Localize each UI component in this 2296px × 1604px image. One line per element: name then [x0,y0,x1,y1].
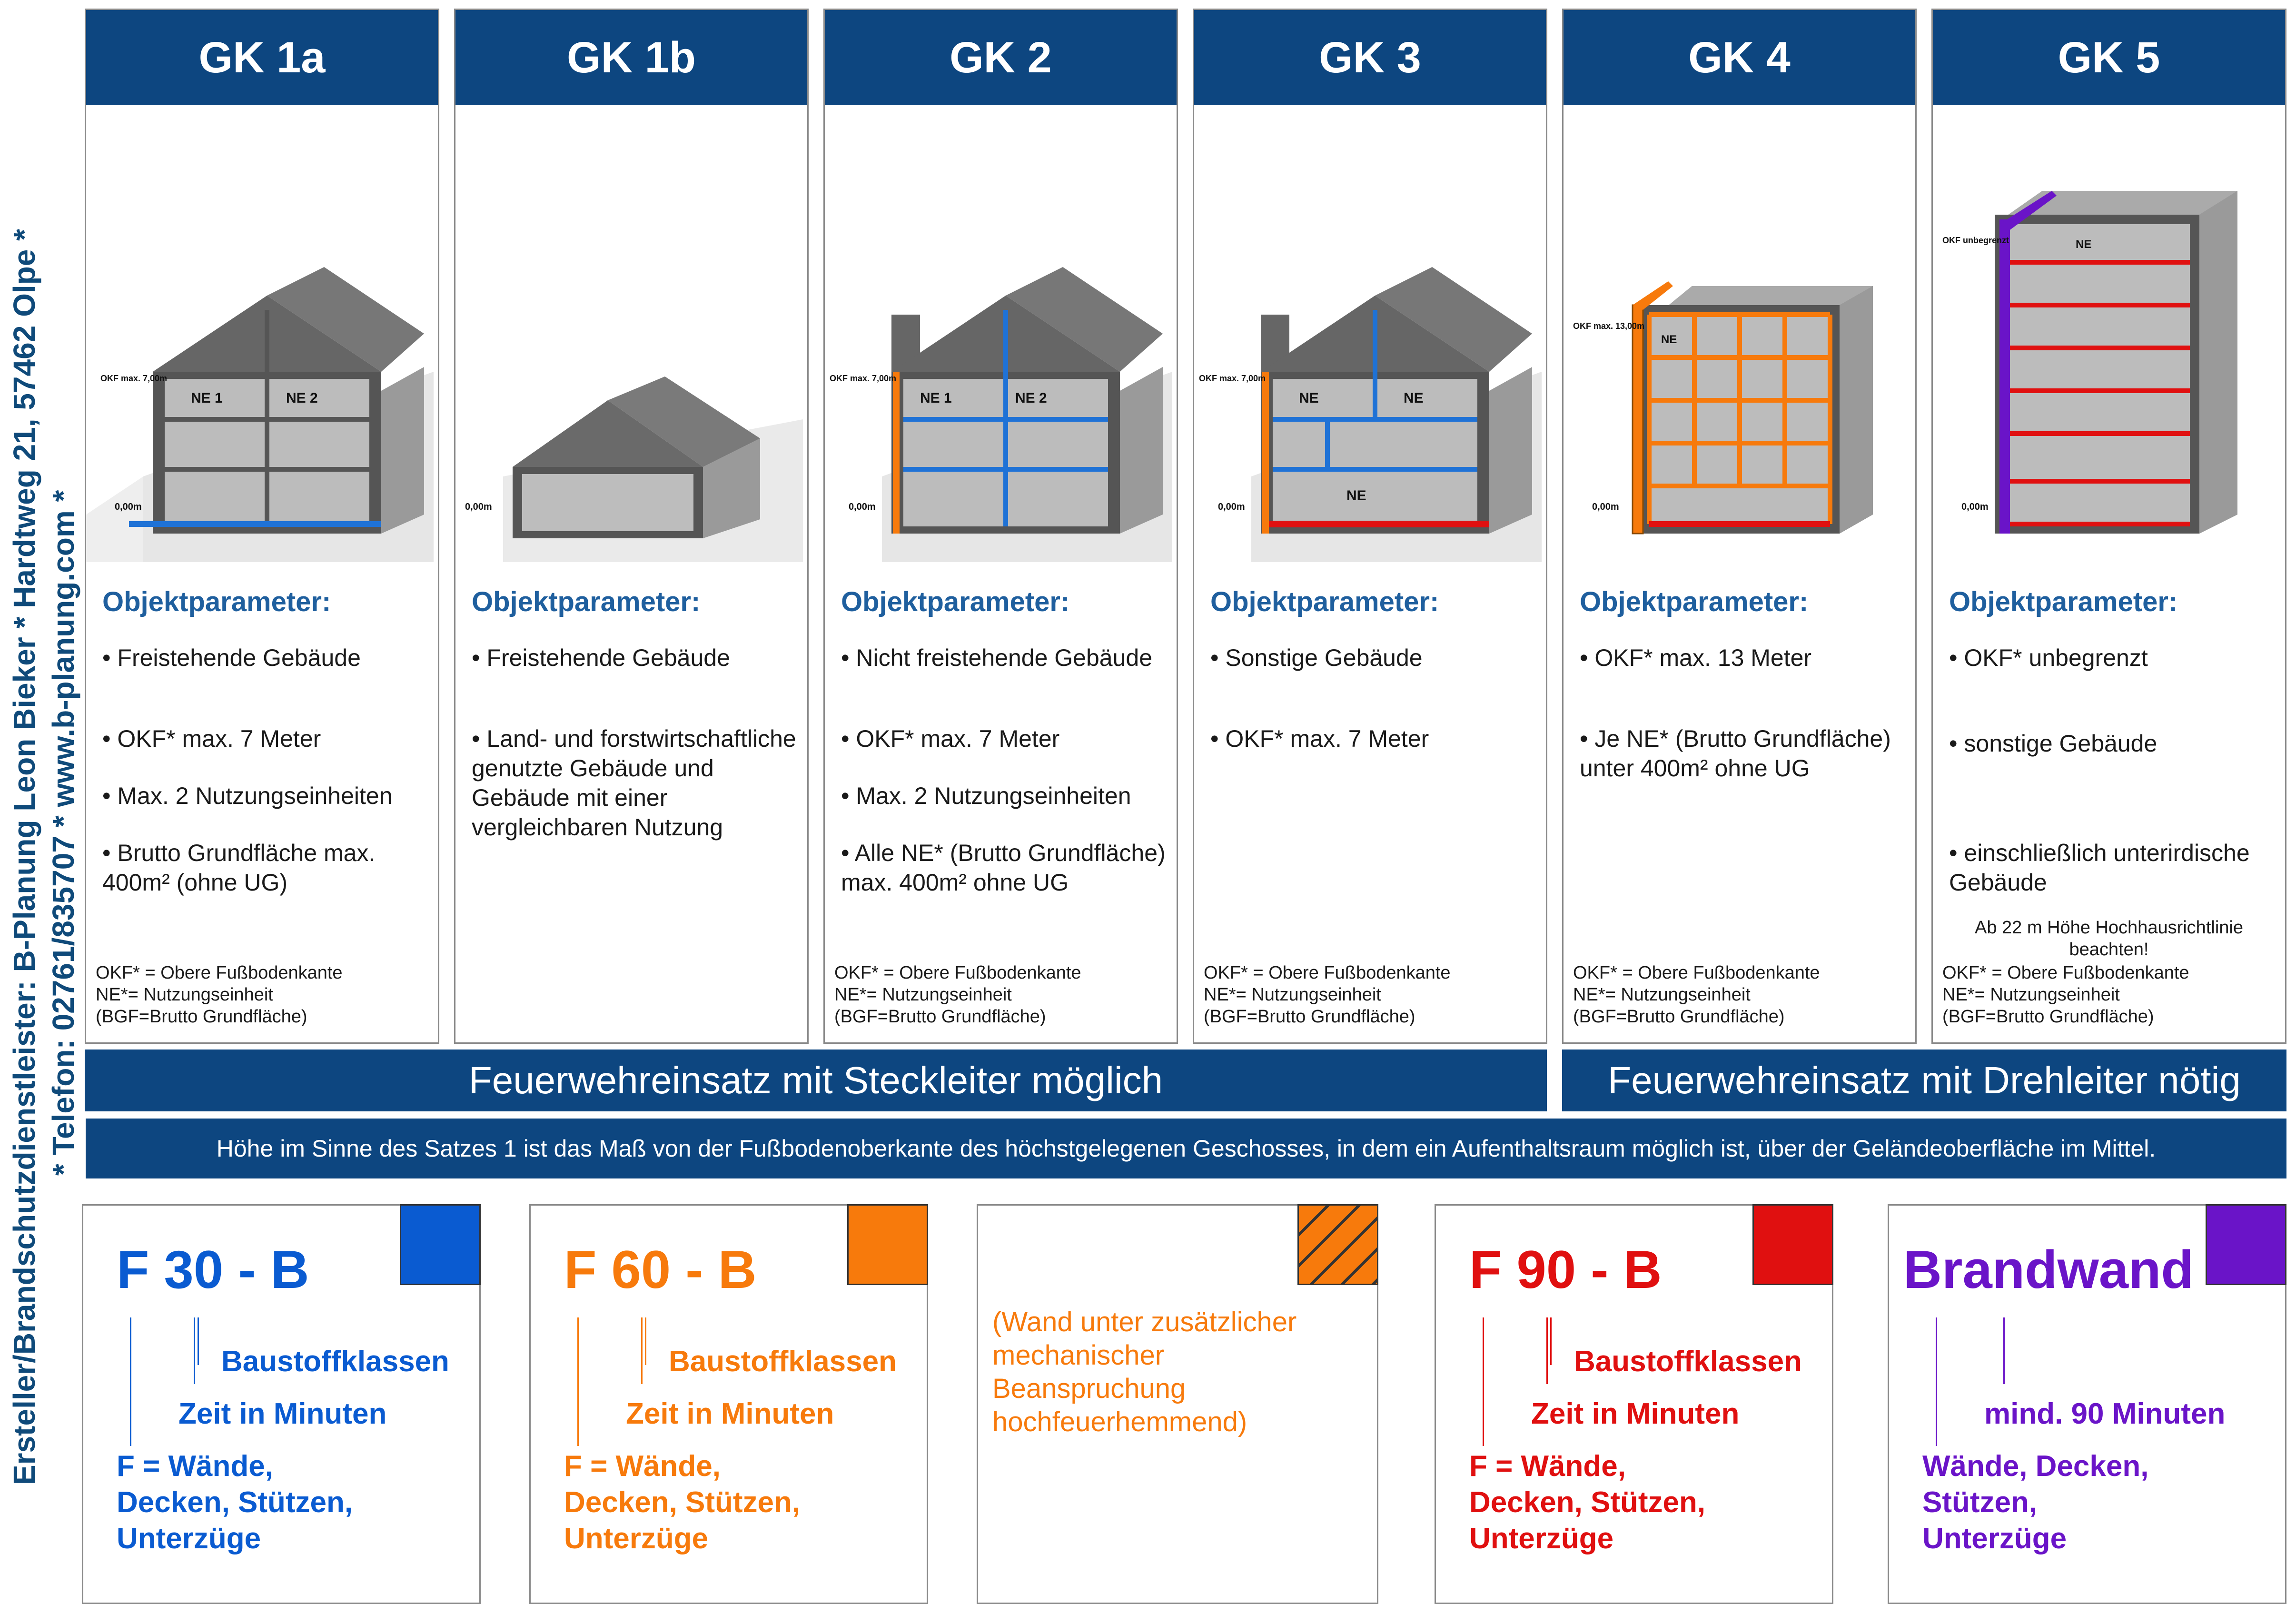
zero-label: 0,00m [849,502,876,512]
footnote-ne: NE*= Nutzungseinheit [96,985,273,1005]
zero-label: 0,00m [465,502,492,512]
footnotes [1573,962,1820,1028]
building-gk1a-illustration [86,105,438,581]
param-item: • OKF* unbegrenzt [1949,644,2148,671]
okf-label: OKF max. 13,00m [1573,321,1645,331]
banner-drehleiter: Feuerwehreinsatz mit Drehleiter nötig [1562,1050,2286,1111]
legend-zeit: mind. 90 Minuten [1984,1397,2226,1430]
building-gk5-illustration [1933,105,2285,581]
footnote-bgf: (BGF=Brutto Grundfläche) [834,1007,1046,1027]
column-title: GK 5 [1933,10,2285,105]
column-title: GK 1a [86,10,438,105]
legend-baustoffklassen: Baustoffklassen [669,1345,897,1378]
param-title: Objektparameter: [472,586,701,617]
zero-label: 0,00m [115,502,142,512]
color-swatch-blue [400,1204,481,1285]
footnote-okf: OKF* = Obere Fußbodenkante [1204,963,1451,983]
ne-label: NE [1346,488,1366,504]
color-swatch-orange-hatched [1297,1204,1378,1285]
footnote-bgf: (BGF=Brutto Grundfläche) [1204,1007,1415,1027]
column-title: GK 1b [455,10,807,105]
param-item: • Freistehende Gebäude [102,644,361,671]
param-title: Objektparameter: [1949,586,2178,617]
param-title: Objektparameter: [1580,586,1809,617]
ne1-label: NE 1 [920,390,952,406]
param-item: • OKF* max. 7 Meter [102,725,321,752]
zero-label: 0,00m [1218,502,1245,512]
footnote-okf: OKF* = Obere Fußbodenkante [834,963,1081,983]
ne-label: NE [1299,390,1319,406]
footnote-bgf: (BGF=Brutto Grundfläche) [96,1007,307,1027]
param-item: • Sonstige Gebäude [1210,644,1423,671]
legend-code: F 90 - B [1469,1240,1662,1299]
column-gk5 [1931,9,2286,1044]
column-title: GK 4 [1564,10,1915,105]
legend-f60 [529,1204,928,1604]
ne2-label: NE 2 [286,390,318,406]
legend-zeit: Zeit in Minuten [626,1397,834,1430]
legend-zeit: Zeit in Minuten [1531,1397,1740,1430]
sidebar-contact [0,0,81,1604]
ne-label: NE [1404,390,1424,406]
param-item: • OKF* max. 7 Meter [1210,725,1429,752]
param-title: Objektparameter: [102,586,331,617]
param-item: • einschließlich unterirdische Gebäude [1949,840,2250,896]
building-gk2-illustration [825,105,1177,581]
ne-label: NE [1661,333,1677,346]
contact-line-1: Ersteller/Brandschutzdienstleister: B-Planung Leon Bieker * Hardtweg 21, 57462 Olpe * [7,228,41,1485]
param-item: • Freistehende Gebäude [472,644,730,671]
footnote-ne: NE*= Nutzungseinheit [1573,985,1751,1005]
footnote-okf: OKF* = Obere Fußbodenkante [1942,963,2189,983]
footnotes [834,962,1081,1028]
building-gk4-illustration [1564,105,1915,581]
param-item: • Brutto Grundfläche max. 400m² (ohne UG) [102,840,376,896]
okf-label: OKF max. 7,00m [1199,374,1266,383]
footnote-ne: NE*= Nutzungseinheit [834,985,1012,1005]
legend-code: Brandwand [1903,1240,2194,1299]
footnote-bgf: (BGF=Brutto Grundfläche) [1573,1007,1785,1027]
building-gk3-illustration [1194,105,1546,581]
height-definition-info: Höhe im Sinne des Satzes 1 ist das Maß von der Fußbodenoberkante des höchstgelegenen Geschosses, in dem ein Aufenthaltsraum möglich ist, über der Geländeoberfläche im Mittel. [86,1119,2286,1178]
legend-mechanical-text: (Wand unter zusätzlicher mechanischer Beanspruchung hochfeuerhemmend) [992,1307,1297,1437]
column-gk1a [85,9,439,1044]
legend-zeit: Zeit in Minuten [178,1397,387,1430]
param-item: • Max. 2 Nutzungseinheiten [102,782,393,809]
column-title: GK 3 [1194,10,1546,105]
legend-mechanical-wall [977,1204,1378,1604]
footnote-bgf: (BGF=Brutto Grundfläche) [1942,1007,2154,1027]
legend-f30 [82,1204,481,1604]
okf-label: OKF unbegrenzt [1942,236,2009,245]
param-item: • Max. 2 Nutzungseinheiten [841,782,1131,809]
legend-bauteile: F = Wände, Decken, Stützen, Unterzüge [117,1450,353,1555]
param-item: • OKF* max. 13 Meter [1580,644,1812,671]
zero-label: 0,00m [1592,502,1619,512]
footnotes [1204,962,1451,1028]
column-gk1b [454,9,809,1044]
legend-bauteile: Wände, Decken, Stützen, Unterzüge [1922,1450,2149,1555]
footnote-ne: NE*= Nutzungseinheit [1204,985,1381,1005]
color-swatch-purple [2206,1204,2286,1285]
legend-bauteile: F = Wände, Decken, Stützen, Unterzüge [1469,1450,1706,1555]
ne2-label: NE 2 [1015,390,1047,406]
column-gk2 [823,9,1178,1044]
legend-code: F 30 - B [117,1240,309,1299]
legend-f90 [1435,1204,1833,1604]
footnote-okf: OKF* = Obere Fußbodenkante [96,963,343,983]
column-title: GK 2 [825,10,1177,105]
footnote-okf: OKF* = Obere Fußbodenkante [1573,963,1820,983]
param-item: • Nicht freistehende Gebäude [841,644,1153,671]
ne-label: NE [2076,238,2092,251]
footnote-ne: NE*= Nutzungseinheit [1942,985,2120,1005]
okf-label: OKF max. 7,00m [100,374,168,383]
param-item: • Je NE* (Brutto Grundfläche) unter 400m² ohne UG [1580,725,1891,782]
param-title: Objektparameter: [1210,586,1439,617]
param-item: • OKF* max. 7 Meter [841,725,1060,752]
okf-label: OKF max. 7,00m [830,374,897,383]
contact-line-2: * Telefon: 02761/835707 * www.b-planung.com * [46,490,80,1176]
legend-brandwand [1888,1204,2286,1604]
legend-code: F 60 - B [564,1240,757,1299]
param-item: • sonstige Gebäude [1949,730,2157,757]
param-item: • Alle NE* (Brutto Grundfläche) max. 400m² ohne UG [841,840,1166,896]
ne1-label: NE 1 [191,390,223,406]
zero-label: 0,00m [1961,502,1989,512]
column-gk4 [1562,9,1917,1044]
column-gk3 [1193,9,1547,1044]
banner-steckleiter: Feuerwehreinsatz mit Steckleiter möglich [85,1050,1547,1111]
building-gk1b-illustration [455,105,807,581]
legend-bauteile: F = Wände, Decken, Stützen, Unterzüge [564,1450,801,1555]
param-title: Objektparameter: [841,586,1070,617]
param-item: • Land- und forstwirtschaftliche genutzte Gebäude und Gebäude mit einer vergleichbaren Nutzung [472,725,796,841]
color-swatch-orange [847,1204,928,1285]
footnotes [96,962,343,1028]
legend-baustoffklassen: Baustoffklassen [221,1345,449,1378]
footnotes [1942,962,2189,1028]
legend-baustoffklassen: Baustoffklassen [1574,1345,1802,1378]
hochhaus-warning: Ab 22 m Höhe Hochhausrichtlinie beachten! [1975,918,2243,960]
color-swatch-red [1752,1204,1833,1285]
